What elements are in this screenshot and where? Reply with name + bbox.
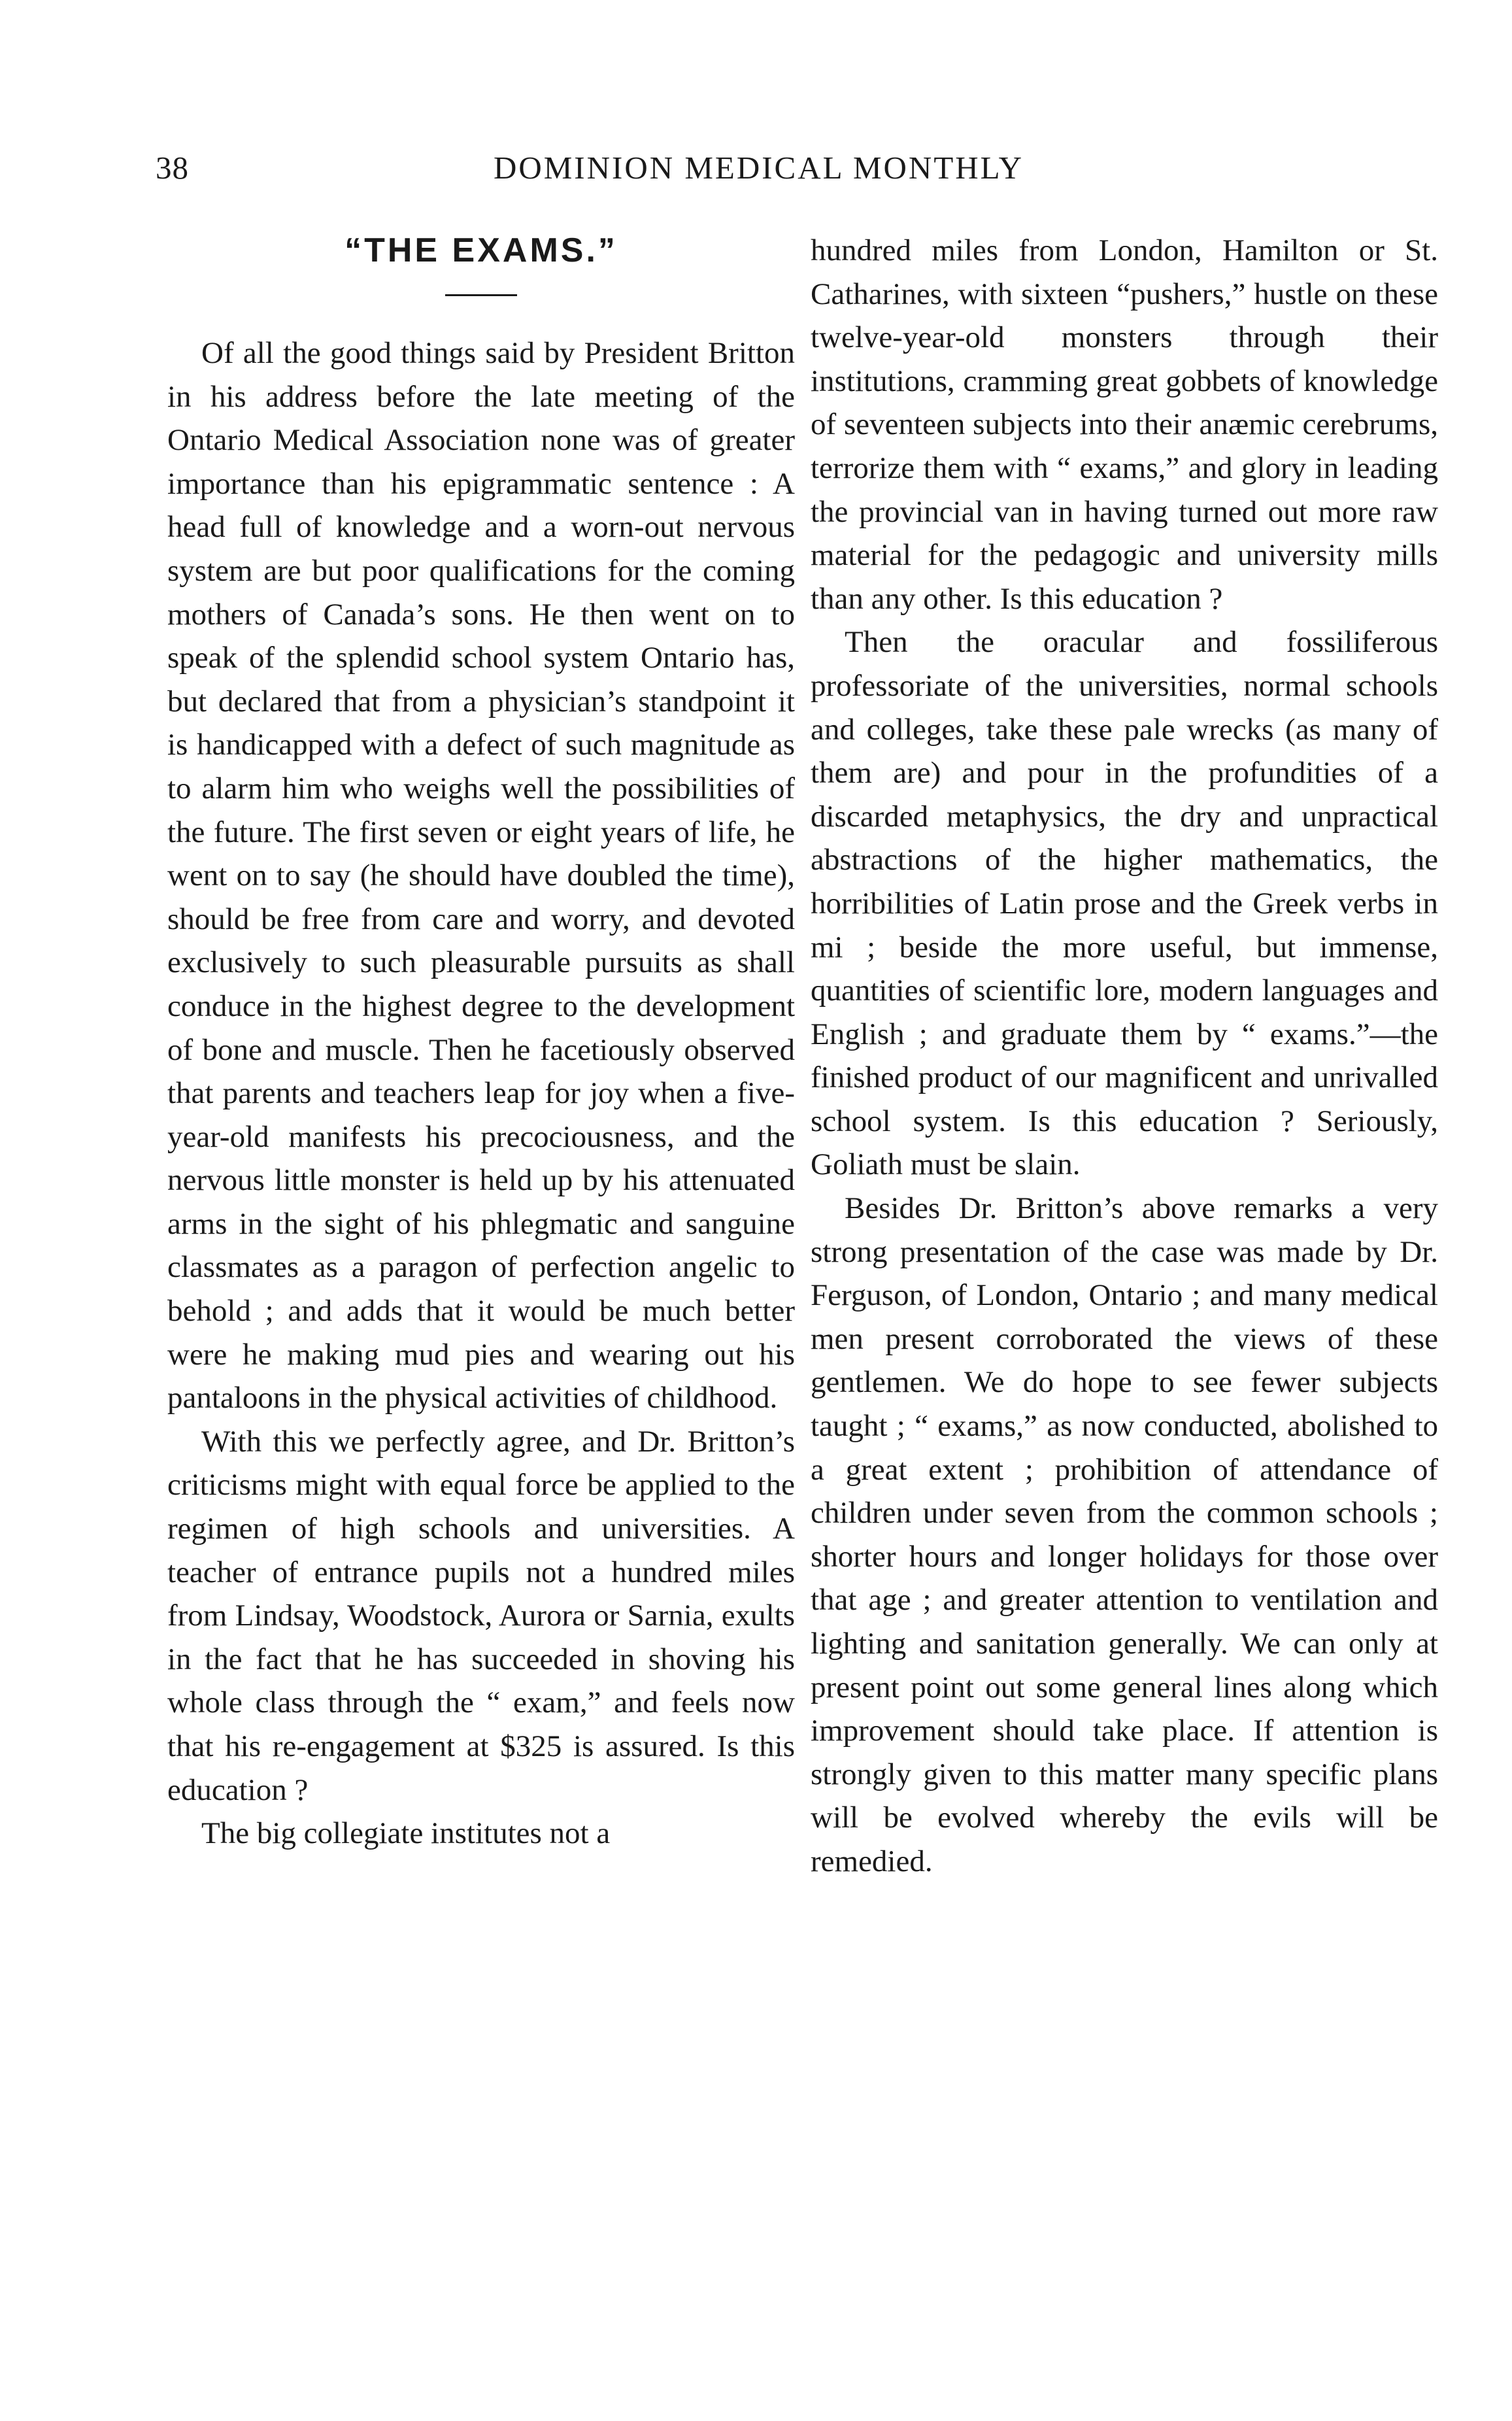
right-column — [811, 229, 1438, 1884]
paragraph: Of all the good things said by President Britton in his address before the late meeting of the Ontario Medical Association none was of greater importance than his epigrammatic sentence : A head full of knowledge and a worn-out nervous system are but poor qualifications for the coming mothers of Canada’s sons. He then went on to speak of the splendid school system Ontario has, but declared that from a physician’s standpoint it is handicapped with a defect of such magnitude as to alarm him who weighs well the possibilities of the future. The first seven or eight years of life, he went on to say (he should have doubled the time), should be free from care and worry, and devoted exclusively to such pleasurable pursuits as shall conduce in the highest degree to the development of bone and muscle. Then he facetiously observed that parents and teachers leap for joy when a five-year-old manifests his precociousness, and the nervous little monster is held up by his attenuated arms in the sight of his phlegmatic and sanguine classmates as a paragon of perfection angelic to behold ; and adds that it would be much better were he making mud pies and wearing out his pantaloons in the physical activities of childhood. — [167, 336, 795, 1415]
left-column — [167, 229, 795, 1855]
paragraph: Then the oracular and fossiliferous professoriate of the universities, normal schools and colleges, take these pale wrecks (as many of them are) and pour in the profundities of a discarded metaphysics, the dry and unpractical abstractions of the higher mathematics, the horribilities of Latin prose and the Greek verbs in mi ; beside the more useful, but immense, quantities of scientific lore, modern languages and English ; and graduate them by “ exams.”—the finished product of our magnificent and unrivalled school system. Is this education ? Seriously, Goliath must be slain. — [811, 625, 1438, 1182]
page-number: 38 — [156, 150, 189, 186]
title-divider — [445, 294, 517, 296]
journal-title: DOMINION MEDICAL MONTHLY — [493, 150, 1024, 186]
paragraph: With this we perfectly agree, and Dr. Britton’s criticisms might with equal force be applied to the regimen of high schools and universities. A teacher of entrance pupils not a hundred miles from Lindsay, Woodstock, Aurora or Sarnia, exults in the fact that he has succeeded in shoving his whole class through the “ exam,” and feels now that his re-engagement at $325 is assured. Is this education ? — [167, 1424, 795, 1807]
article-title: “THE EXAMS.” — [344, 231, 618, 269]
paragraph-continued: hundred miles from London, Hamilton or St. Catharines, with sixteen “pushers,” hustle on these twelve-year-old monsters through their institutions, cramming great gobbets of knowledge of seventeen subjects into their anæmic cerebrums, terrorize them with “ exams,” and glory in leading the provincial van in having turned out more raw material for the pedagogic and university mills than any other. Is this education ? — [811, 233, 1438, 616]
running-header — [156, 149, 1362, 195]
paragraph: Besides Dr. Britton’s above remarks a very strong presentation of the case was made by Dr. Ferguson, of London, Ontario ; and many medical men present corroborated the views of these gentlemen. We do hope to see fewer subjects taught ; “ exams,” as now conducted, abolished to a great extent ; prohibition of attendance of children under seven from the common schools ; shorter hours and longer holidays for those over that age ; and greater attention to ventilation and lighting and sanitation generally. We can only at present point out some general lines along which improvement should take place. If attention is strongly given to this matter many specific plans will be evolved whereby the evils will be remedied. — [811, 1191, 1438, 1878]
paragraph: The big collegiate institutes not a — [201, 1816, 611, 1851]
